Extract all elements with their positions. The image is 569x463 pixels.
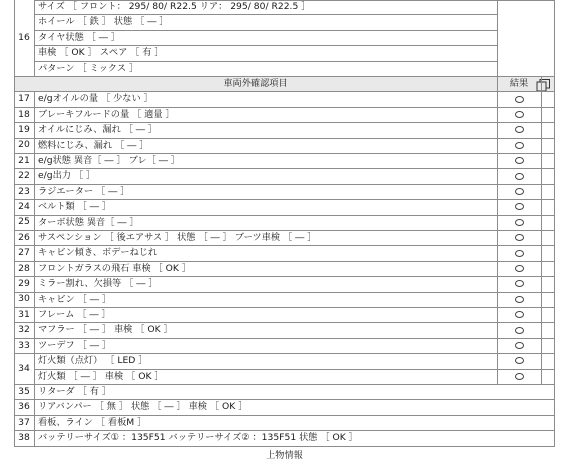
grid-line xyxy=(14,384,15,399)
grid-line xyxy=(14,338,15,353)
check-item-text: ターボ状態 異音［ ― ］ xyxy=(38,216,139,228)
grid-line xyxy=(34,399,35,414)
grid-line xyxy=(34,261,35,276)
grid-line xyxy=(14,322,15,337)
row-number: 31 xyxy=(18,308,30,320)
grid-line xyxy=(554,0,555,76)
grid-line xyxy=(541,199,542,214)
tire-detail-row: 車検 ［ OK ］ スペア ［ 有 ］ xyxy=(38,47,164,59)
check-item-text: キャビン ［ ― ］ xyxy=(38,293,112,305)
row-number: 17 xyxy=(18,93,30,105)
row-number: 34 xyxy=(18,362,30,374)
grid-line xyxy=(497,230,498,245)
row-number: 21 xyxy=(18,154,30,166)
check-item-text: サスペンション ［ 後エアサス ］ 状態 ［ ― ］ ブーツ車検 ［ ― ］ xyxy=(38,232,317,243)
grid-line xyxy=(497,153,498,168)
check-item-text: リターダ ［ 有 ］ xyxy=(38,386,112,397)
grid-line xyxy=(497,76,498,91)
row-number: 20 xyxy=(18,139,30,151)
grid-line xyxy=(497,168,498,183)
grid-line xyxy=(554,322,555,337)
result-circle-icon xyxy=(515,142,524,149)
grid-line xyxy=(497,292,498,307)
grid-line xyxy=(14,138,15,153)
grid-line xyxy=(554,307,555,322)
result-circle-icon xyxy=(515,203,524,210)
row-number: 37 xyxy=(18,416,30,428)
row-number: 19 xyxy=(18,123,30,135)
result-circle-icon xyxy=(515,327,524,334)
grid-line xyxy=(497,353,498,384)
grid-line xyxy=(541,338,542,353)
grid-line xyxy=(34,107,35,122)
grid-line xyxy=(14,230,15,245)
grid-line xyxy=(34,122,35,137)
grid-line xyxy=(554,199,555,214)
result-circle-icon xyxy=(515,111,524,118)
grid-line xyxy=(14,430,15,445)
grid-line xyxy=(497,122,498,137)
grid-line xyxy=(541,307,542,322)
check-item-text: 灯火類（点灯） ［ LED ］ xyxy=(38,355,148,367)
grid-line xyxy=(34,338,35,353)
grid-line xyxy=(34,230,35,245)
grid-line xyxy=(34,0,35,76)
grid-line xyxy=(541,245,542,260)
grid-line xyxy=(14,199,15,214)
row-number: 28 xyxy=(18,262,30,274)
grid-line xyxy=(14,261,15,276)
grid-line xyxy=(554,138,555,153)
grid-line xyxy=(541,168,542,183)
row-number: 16 xyxy=(18,31,30,43)
grid-line xyxy=(14,399,15,414)
grid-line xyxy=(34,322,35,337)
grid-line xyxy=(541,91,542,106)
grid-line xyxy=(554,107,555,122)
grid-line xyxy=(554,184,555,199)
copy-icon[interactable] xyxy=(536,77,552,91)
check-item-text: リアバンパー ［ 無 ］ 状態 ［ ― ］ 車検 ［ OK ］ xyxy=(38,401,248,413)
tire-detail-row: ホイール ［ 鉄 ］ 状態 ［ ― ］ xyxy=(38,16,169,28)
grid-line xyxy=(541,292,542,307)
result-circle-icon xyxy=(515,373,524,380)
grid-line xyxy=(554,261,555,276)
footer-section-title: 上物情報 xyxy=(266,449,303,461)
check-item-text: キャビン傾き、ボデーねじれ xyxy=(38,247,158,259)
row-number: 29 xyxy=(18,277,30,289)
grid-line xyxy=(34,430,35,445)
grid-line xyxy=(14,0,15,76)
result-circle-icon xyxy=(515,173,524,180)
check-item-text: 燃料にじみ、漏れ ［ ― ］ xyxy=(38,139,149,151)
check-item-text: オイルにじみ、漏れ ［ ― ］ xyxy=(38,124,158,136)
grid-line xyxy=(14,76,15,91)
grid-line xyxy=(497,338,498,353)
check-item-text: 灯火類 ［ ― ］ 車検 ［ OK ］ xyxy=(38,370,164,382)
grid-line xyxy=(14,215,15,230)
grid-line xyxy=(554,245,555,260)
grid-line xyxy=(554,168,555,183)
grid-line xyxy=(497,215,498,230)
result-circle-icon xyxy=(515,234,524,241)
grid-line xyxy=(14,168,15,183)
grid-line xyxy=(34,292,35,307)
row-number: 25 xyxy=(18,216,30,228)
grid-line xyxy=(34,138,35,153)
result-circle-icon xyxy=(515,157,524,164)
grid-line xyxy=(14,353,15,384)
section-title: 車両外確認項目 xyxy=(223,78,288,89)
tire-detail-row: サイズ ［ フロント： 295/ 80/ R22.5 リア： 295/ 80/ R22.5 ］ xyxy=(38,1,311,12)
grid-line xyxy=(497,307,498,322)
grid-line xyxy=(554,122,555,137)
grid-line xyxy=(554,153,555,168)
grid-line xyxy=(554,399,555,414)
check-item-text: e/g出力 ［ ］ xyxy=(38,170,96,182)
check-item-text: ミラー割れ、欠損等 ［ ― ］ xyxy=(38,278,158,290)
result-circle-icon xyxy=(515,265,524,272)
grid-line xyxy=(34,199,35,214)
row-number: 36 xyxy=(18,401,30,413)
grid-line xyxy=(541,322,542,337)
result-circle-icon xyxy=(515,357,524,364)
grid-line xyxy=(541,184,542,199)
grid-line xyxy=(14,415,15,430)
grid-line xyxy=(34,276,35,291)
grid-line xyxy=(541,230,542,245)
grid-line xyxy=(34,215,35,230)
grid-line xyxy=(554,230,555,245)
row-number: 24 xyxy=(18,200,30,212)
result-header: 結果 xyxy=(509,78,529,89)
result-circle-icon xyxy=(515,96,524,103)
tire-detail-row: タイヤ状態 ［ ― ］ xyxy=(38,31,121,43)
grid-line xyxy=(497,184,498,199)
grid-line xyxy=(541,215,542,230)
check-item-text: フレーム ［ ― ］ xyxy=(38,309,111,320)
result-circle-icon xyxy=(515,219,524,226)
check-item-text: e/g状態 異音［ ― ］ ブレ［ ― ］ xyxy=(38,155,180,166)
grid-line xyxy=(14,153,15,168)
row-number: 33 xyxy=(18,339,30,351)
grid-line xyxy=(14,91,15,106)
check-item-text: ラジエーター ［ ― ］ xyxy=(38,185,130,197)
grid-line xyxy=(541,353,542,384)
grid-line xyxy=(497,276,498,291)
grid-line xyxy=(541,261,542,276)
result-circle-icon xyxy=(515,342,524,349)
grid-line xyxy=(497,245,498,260)
grid-line xyxy=(554,91,555,106)
inspection-sheet xyxy=(14,0,555,461)
grid-line xyxy=(34,91,35,106)
row-number: 18 xyxy=(18,108,30,120)
result-circle-icon xyxy=(515,296,524,303)
row-number: 30 xyxy=(18,293,30,305)
grid-line xyxy=(14,292,15,307)
grid-line xyxy=(497,0,498,76)
grid-line xyxy=(554,76,555,91)
grid-line xyxy=(554,338,555,353)
row-number: 26 xyxy=(18,231,30,243)
grid-line xyxy=(554,384,555,399)
grid-line xyxy=(541,153,542,168)
check-item-text: ベルト類 ［ ― ］ xyxy=(38,201,112,213)
row-number: 35 xyxy=(18,385,30,397)
result-circle-icon xyxy=(515,250,524,257)
result-circle-icon xyxy=(515,280,524,287)
grid-line xyxy=(34,415,35,430)
grid-line xyxy=(554,353,555,384)
check-item-text: e/gオイルの量 ［ 少ない ］ xyxy=(38,93,153,105)
grid-line xyxy=(497,322,498,337)
grid-line xyxy=(554,292,555,307)
row-number: 27 xyxy=(18,247,30,259)
row-number: 22 xyxy=(18,170,30,182)
grid-line xyxy=(34,153,35,168)
grid-line xyxy=(34,184,35,199)
grid-line xyxy=(34,245,35,260)
check-item-text: ブレーキフルードの量 ［ 適量 ］ xyxy=(38,108,175,120)
grid-line xyxy=(34,307,35,322)
grid-line xyxy=(554,276,555,291)
result-circle-icon xyxy=(515,126,524,133)
result-circle-icon xyxy=(515,311,524,318)
grid-line xyxy=(554,215,555,230)
check-item-text: ツーデフ ［ ― ］ xyxy=(38,339,112,351)
grid-line xyxy=(14,276,15,291)
grid-line xyxy=(554,430,555,445)
row-number: 23 xyxy=(18,185,30,197)
grid-line xyxy=(541,276,542,291)
grid-line xyxy=(14,122,15,137)
grid-line xyxy=(497,199,498,214)
grid-line xyxy=(541,122,542,137)
grid-line xyxy=(497,107,498,122)
grid-line xyxy=(497,138,498,153)
check-item-text: バッテリーサイズ① ：135F51 バッテリーサイズ② ：135F51 状態 ［ OK ］ xyxy=(38,432,358,444)
check-item-text: マフラー ［ ― ］ 車検 ［ OK ］ xyxy=(38,324,173,336)
grid-line xyxy=(541,107,542,122)
grid-line xyxy=(14,307,15,322)
result-circle-icon xyxy=(515,188,524,195)
grid-line xyxy=(554,415,555,430)
row-number: 38 xyxy=(18,431,30,443)
grid-line xyxy=(541,76,542,91)
grid-line xyxy=(14,184,15,199)
grid-line xyxy=(14,245,15,260)
row-number: 32 xyxy=(18,324,30,336)
grid-line xyxy=(34,168,35,183)
grid-line xyxy=(34,384,35,399)
grid-line xyxy=(497,91,498,106)
tire-detail-row: パターン ［ ミックス ］ xyxy=(38,62,139,74)
grid-line xyxy=(497,261,498,276)
check-item-text: フロントガラスの飛石 車検 ［ OK ］ xyxy=(38,262,192,274)
check-item-text: 看板、ライン ［ 看板M ］ xyxy=(38,416,147,428)
grid-line xyxy=(541,138,542,153)
grid-line xyxy=(14,446,555,447)
grid-line xyxy=(14,107,15,122)
grid-line xyxy=(34,353,35,384)
